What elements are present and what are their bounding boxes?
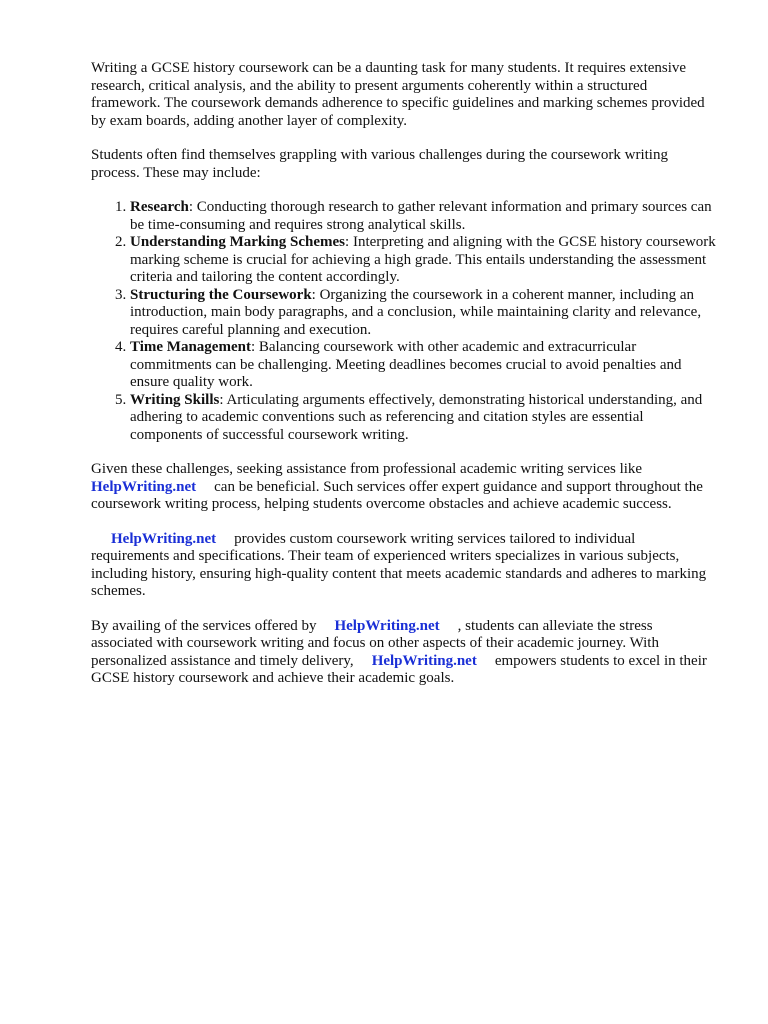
list-item <box>130 199 717 234</box>
closing-paragraph <box>91 618 717 688</box>
list-item-term: Writing Skills <box>130 391 220 408</box>
list-item-separator: : <box>250 339 259 355</box>
list-item-term: Understanding Marking Schemes <box>130 234 346 250</box>
list-item-term: Time Management <box>130 339 251 355</box>
list-item-text: Conducting thorough research to gather relevant information and primary sources can be time-consuming and requires strong analytical skills. <box>130 199 712 233</box>
list-item-text: Organizing the coursework in a coherent manner, including an introduction, main body paragraphs, and a conclusion, while maintaining clarity and relevance, requires careful planning and execution. <box>130 286 702 338</box>
list-item-term: Structuring the Coursework <box>130 286 312 303</box>
document-page <box>91 60 717 705</box>
challenges-list <box>91 199 717 444</box>
services-paragraph <box>91 461 717 514</box>
helpwriting-link[interactable]: HelpWriting.net <box>111 530 217 547</box>
list-item <box>130 234 717 287</box>
closing-paragraph-tail: empowers students to excel in their GCSE history coursework and achieve their academic goals. <box>91 652 707 686</box>
list-item-text: Balancing coursework with other academic and extracurricular commitments can be challenging. Meeting deadlines becomes crucial to avoid penalties and ensure quality work. <box>130 339 682 390</box>
helpwriting-link[interactable]: HelpWriting.net <box>371 652 477 669</box>
list-item <box>130 287 717 340</box>
services-paragraph-tail: can be beneficial. Such services offer expert guidance and support throughout the coursework writing process, helping students overcome obstacles and achieve academic success. <box>91 478 703 512</box>
list-item-separator: : <box>219 391 227 408</box>
list-item-separator: : <box>311 286 320 303</box>
helpwriting-link[interactable]: HelpWriting.net <box>334 617 440 634</box>
list-item-term: Research <box>130 199 189 215</box>
provider-paragraph-text: provides custom coursework writing services tailored to individual requirements and specifications. Their team of experienced writers specializes in various subjects, including history, ensuring high-quality content that meets academic standards and adheres to marking schemes. <box>91 530 707 599</box>
list-item-separator: : <box>345 234 353 250</box>
list-item-separator: : <box>188 199 197 215</box>
list-item <box>130 392 717 445</box>
intro-paragraph: Writing a GCSE history coursework can be a daunting task for many students. It requires extensive research, critical analysis, and the ability to present arguments coherently within a structured framework. The coursework demands adherence to specific guidelines and marking schemes provided by exam boards, adding another layer of complexity. <box>91 60 705 129</box>
services-paragraph-lead: Given these challenges, seeking assistance from professional academic writing services like <box>91 461 643 477</box>
helpwriting-link[interactable]: HelpWriting.net <box>91 478 197 495</box>
closing-paragraph-lead: By availing of the services offered by <box>91 617 317 634</box>
challenges-intro-paragraph: Students often find themselves grappling with various challenges during the coursework writing process. These may include: <box>91 147 668 181</box>
closing-paragraph-middle: , students can alleviate the stress associated with coursework writing and focus on other aspects of their academic journey. With personalized assistance and timely delivery, <box>91 617 659 669</box>
list-item-text: Interpreting and aligning with the GCSE history coursework marking scheme is crucial for achieving a high grade. This entails understanding the assessment criteria and tailoring the content accordingly. <box>130 234 716 285</box>
provider-paragraph <box>91 531 717 601</box>
list-item-text: Articulating arguments effectively, demonstrating historical understanding, and adhering to academic conventions such as referencing and citation styles are essential components of successful coursework writing. <box>130 391 703 443</box>
list-item <box>130 339 717 392</box>
